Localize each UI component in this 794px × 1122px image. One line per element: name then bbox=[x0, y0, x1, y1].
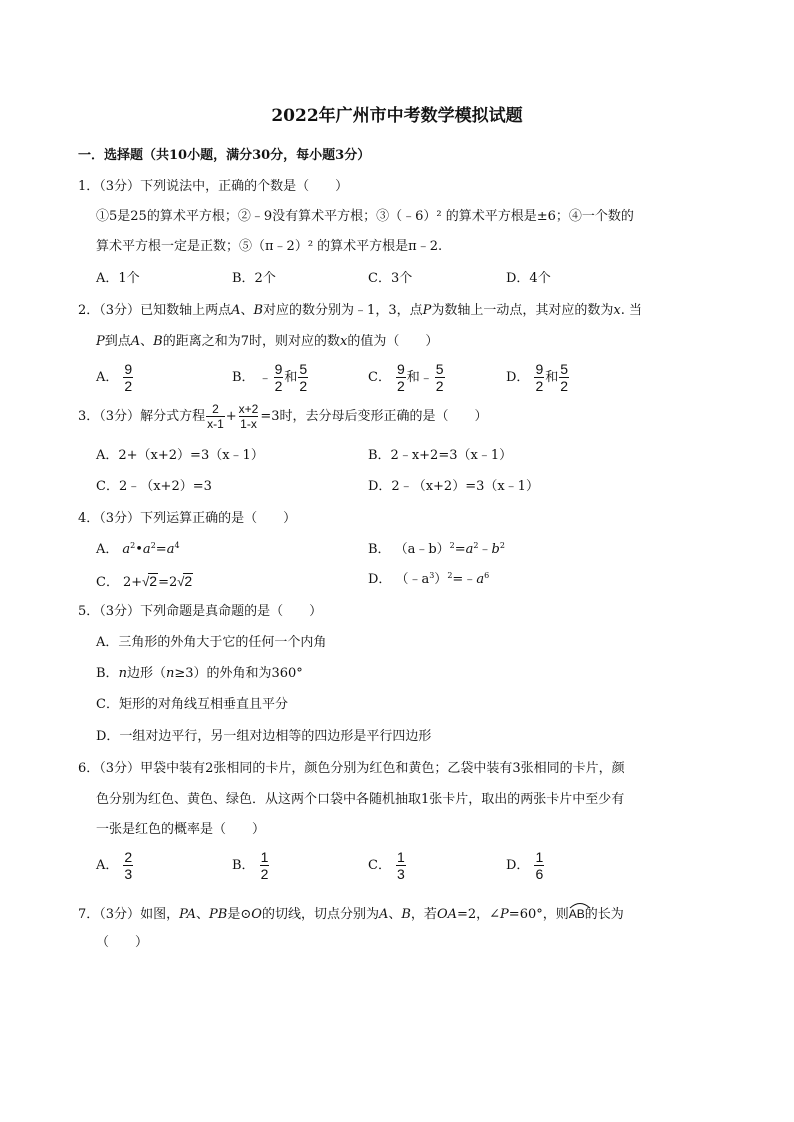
q2-sep2: 、 bbox=[140, 334, 154, 349]
q3-number: 3． bbox=[78, 409, 100, 424]
q6-line1: 甲袋中装有2张相同的卡片，颜色分别为红色和黄色；乙袋中装有3张相同的卡片，颜 bbox=[140, 761, 625, 776]
q6-b-fraction: $\frac{1}{2}$ bbox=[260, 849, 269, 882]
q5-number: 5． bbox=[78, 604, 100, 619]
q2-text-a: 已知数轴上两点 bbox=[140, 303, 232, 318]
q2-option-a[interactable]: A． $\frac{9}{2}$ bbox=[96, 361, 133, 394]
q1-option-c[interactable]: C．3个 bbox=[368, 271, 413, 286]
sqrt-symbol-2: √2 bbox=[177, 573, 193, 589]
q4-option-c[interactable]: C． 2+√2=2√2 bbox=[96, 573, 193, 590]
q6-option-c[interactable]: C． $\frac{1}{3}$ bbox=[368, 849, 405, 882]
q2-point-b2: B bbox=[153, 334, 163, 349]
q3-option-b[interactable]: B．2﹣x+2=3（x﹣1） bbox=[368, 448, 513, 463]
q3-option-c[interactable]: C．2﹣（x+2）=3 bbox=[96, 479, 212, 494]
q1-score: （3分） bbox=[99, 179, 141, 194]
q6-option-b[interactable]: B． $\frac{1}{2}$ bbox=[232, 849, 269, 882]
q2-b-fraction-1: $\frac{9}{2}$ bbox=[274, 361, 283, 394]
q5-text: 下列命题是真命题的是（ ） bbox=[140, 604, 323, 619]
q2-line2-c: 的值为（ ） bbox=[347, 334, 439, 349]
q6-option-d[interactable]: D． $\frac{1}{6}$ bbox=[506, 849, 544, 882]
q3-stem: 3．（3分）解分式方程 $\frac{2}{x-1}$ + $\frac{x+2}{1-x}$ =3时，去分母后变形正确的是（ ） bbox=[78, 402, 488, 431]
q1-number: 1． bbox=[78, 179, 100, 194]
q3-option-d[interactable]: D．2﹣（x+2）=3（x﹣1） bbox=[368, 479, 539, 494]
q1-line3: 算术平方根一定是正数；⑤（π﹣2）² 的算术平方根是π﹣2. bbox=[96, 239, 443, 254]
q1-stem bbox=[78, 180, 348, 193]
q6-line2: 色分别为红色、黄色、绿色．从这两个口袋中各随机抽取1张卡片，取出的两张卡片中至少有 bbox=[96, 792, 625, 807]
q2-c-fraction-2: $\frac{5}{2}$ bbox=[435, 361, 444, 394]
q1-option-a[interactable]: A．1个 bbox=[96, 271, 140, 286]
q2-score: （3分） bbox=[99, 303, 141, 318]
q2-text-c: 为数轴上一动点，其对应的数为 bbox=[431, 303, 614, 318]
q6-stem bbox=[78, 762, 625, 775]
page-title: 2022年广州市中考数学模拟试题 bbox=[271, 106, 523, 126]
q2-text-b: 对应的数分别为﹣1，3，点 bbox=[263, 303, 423, 318]
q6-d-fraction: $\frac{1}{6}$ bbox=[535, 849, 544, 882]
q5-option-b[interactable]: B．n边形（n≥3）的外角和为360° bbox=[96, 666, 303, 681]
q3-text-b: =3时，去分母后变形正确的是（ ） bbox=[260, 409, 488, 424]
q7-number: 7． bbox=[78, 907, 100, 922]
q2-var-x2: x bbox=[340, 334, 348, 349]
q2-line2-a: 到点 bbox=[104, 334, 131, 349]
q4-score: （3分） bbox=[99, 511, 141, 526]
q2-option-b[interactable]: B． ﹣ $\frac{9}{2}$ 和 $\frac{5}{2}$ bbox=[232, 361, 308, 394]
q4-stem bbox=[78, 512, 296, 525]
q4-option-b[interactable]: B． $(a﹣b)^2=a^2﹣b^2$ bbox=[368, 541, 505, 557]
q7-stem: 7．（3分）如图，PA、PB是⊙O的切线，切点分别为A、B，若OA=2，∠P=60°，则 AB的长为 bbox=[78, 905, 624, 921]
q4-option-a[interactable]: A． $a^2•a^2=a^4$ bbox=[96, 541, 180, 557]
q1-line2: ①5是25的算术平方根；②﹣9没有算术平方根；③（﹣6）² 的算术平方根是±6；④一个数的 bbox=[96, 209, 634, 224]
q6-option-a[interactable]: A． $\frac{2}{3}$ bbox=[96, 849, 133, 882]
q1-text: 下列说法中，正确的个数是（ ） bbox=[140, 179, 349, 194]
q4-option-d[interactable]: D． $(﹣a^3)^2=﹣a^6$ bbox=[368, 571, 490, 587]
q2-point-a2: A bbox=[130, 334, 141, 349]
q2-d-fraction-2: $\frac{5}{2}$ bbox=[560, 361, 569, 394]
q2-option-d[interactable]: D． $\frac{9}{2}$ 和 $\frac{5}{2}$ bbox=[506, 361, 569, 394]
q3-fraction-2: $\frac{x+2}{1-x}$ bbox=[238, 402, 259, 431]
q5-score: （3分） bbox=[99, 604, 141, 619]
arc-icon bbox=[569, 901, 591, 909]
q6-number: 6． bbox=[78, 761, 100, 776]
q2-d-fraction-1: $\frac{9}{2}$ bbox=[535, 361, 544, 394]
q2-number: 2． bbox=[78, 303, 100, 318]
q3-fraction-1: $\frac{2}{x-1}$ bbox=[207, 402, 224, 431]
q5-option-a[interactable]: A．三角形的外角大于它的任何一个内角 bbox=[96, 635, 327, 650]
q2-c-fraction-1: $\frac{9}{2}$ bbox=[396, 361, 405, 394]
arc-ab: AB bbox=[569, 905, 585, 920]
section-heading: 一．选择题（共10小题，满分30分，每小题3分） bbox=[78, 148, 371, 163]
q2-point-p: P bbox=[422, 303, 432, 318]
sqrt-symbol-1: √2 bbox=[142, 573, 158, 589]
q2-text-d: . 当 bbox=[620, 303, 642, 318]
q5-option-c[interactable]: C．矩形的对角线互相垂直且平分 bbox=[96, 697, 288, 712]
q6-a-fraction: $\frac{2}{3}$ bbox=[124, 849, 133, 882]
q5-stem bbox=[78, 605, 322, 618]
q2-option-c[interactable]: C． $\frac{9}{2}$ 和﹣ $\frac{5}{2}$ bbox=[368, 361, 444, 394]
q3-option-a[interactable]: A．2+（x+2）=3（x﹣1） bbox=[96, 448, 264, 463]
q1-option-b[interactable]: B．2个 bbox=[232, 271, 276, 286]
q2-point-b: B bbox=[253, 303, 264, 318]
q5-option-d[interactable]: D．一组对边平行，另一组对边相等的四边形是平行四边形 bbox=[96, 729, 432, 744]
q6-score: （3分） bbox=[99, 761, 141, 776]
q6-c-fraction: $\frac{1}{3}$ bbox=[396, 849, 405, 882]
q3-score: （3分） bbox=[99, 409, 141, 424]
q2-stem bbox=[78, 304, 642, 317]
q7-line2: （ ） bbox=[96, 935, 149, 950]
q2-point-a: A bbox=[231, 303, 241, 318]
q4-number: 4． bbox=[78, 511, 100, 526]
q3-text-a: 解分式方程 bbox=[140, 409, 206, 424]
q2-line2 bbox=[96, 335, 438, 348]
q1-option-d[interactable]: D．4个 bbox=[506, 271, 551, 286]
q2-point-p2: P bbox=[96, 334, 105, 349]
q7-score: （3分） bbox=[99, 907, 141, 922]
q4-text: 下列运算正确的是（ ） bbox=[140, 511, 297, 526]
q2-line2-b: 的距离之和为7时，则对应的数 bbox=[162, 334, 341, 349]
q2-b-fraction-2: $\frac{5}{2}$ bbox=[299, 361, 308, 394]
q6-line3: 一张是红色的概率是（ ） bbox=[96, 822, 266, 837]
q2-var-x: x bbox=[613, 303, 621, 318]
q2-sep: 、 bbox=[240, 303, 254, 318]
q2-a-fraction: $\frac{9}{2}$ bbox=[124, 361, 133, 394]
